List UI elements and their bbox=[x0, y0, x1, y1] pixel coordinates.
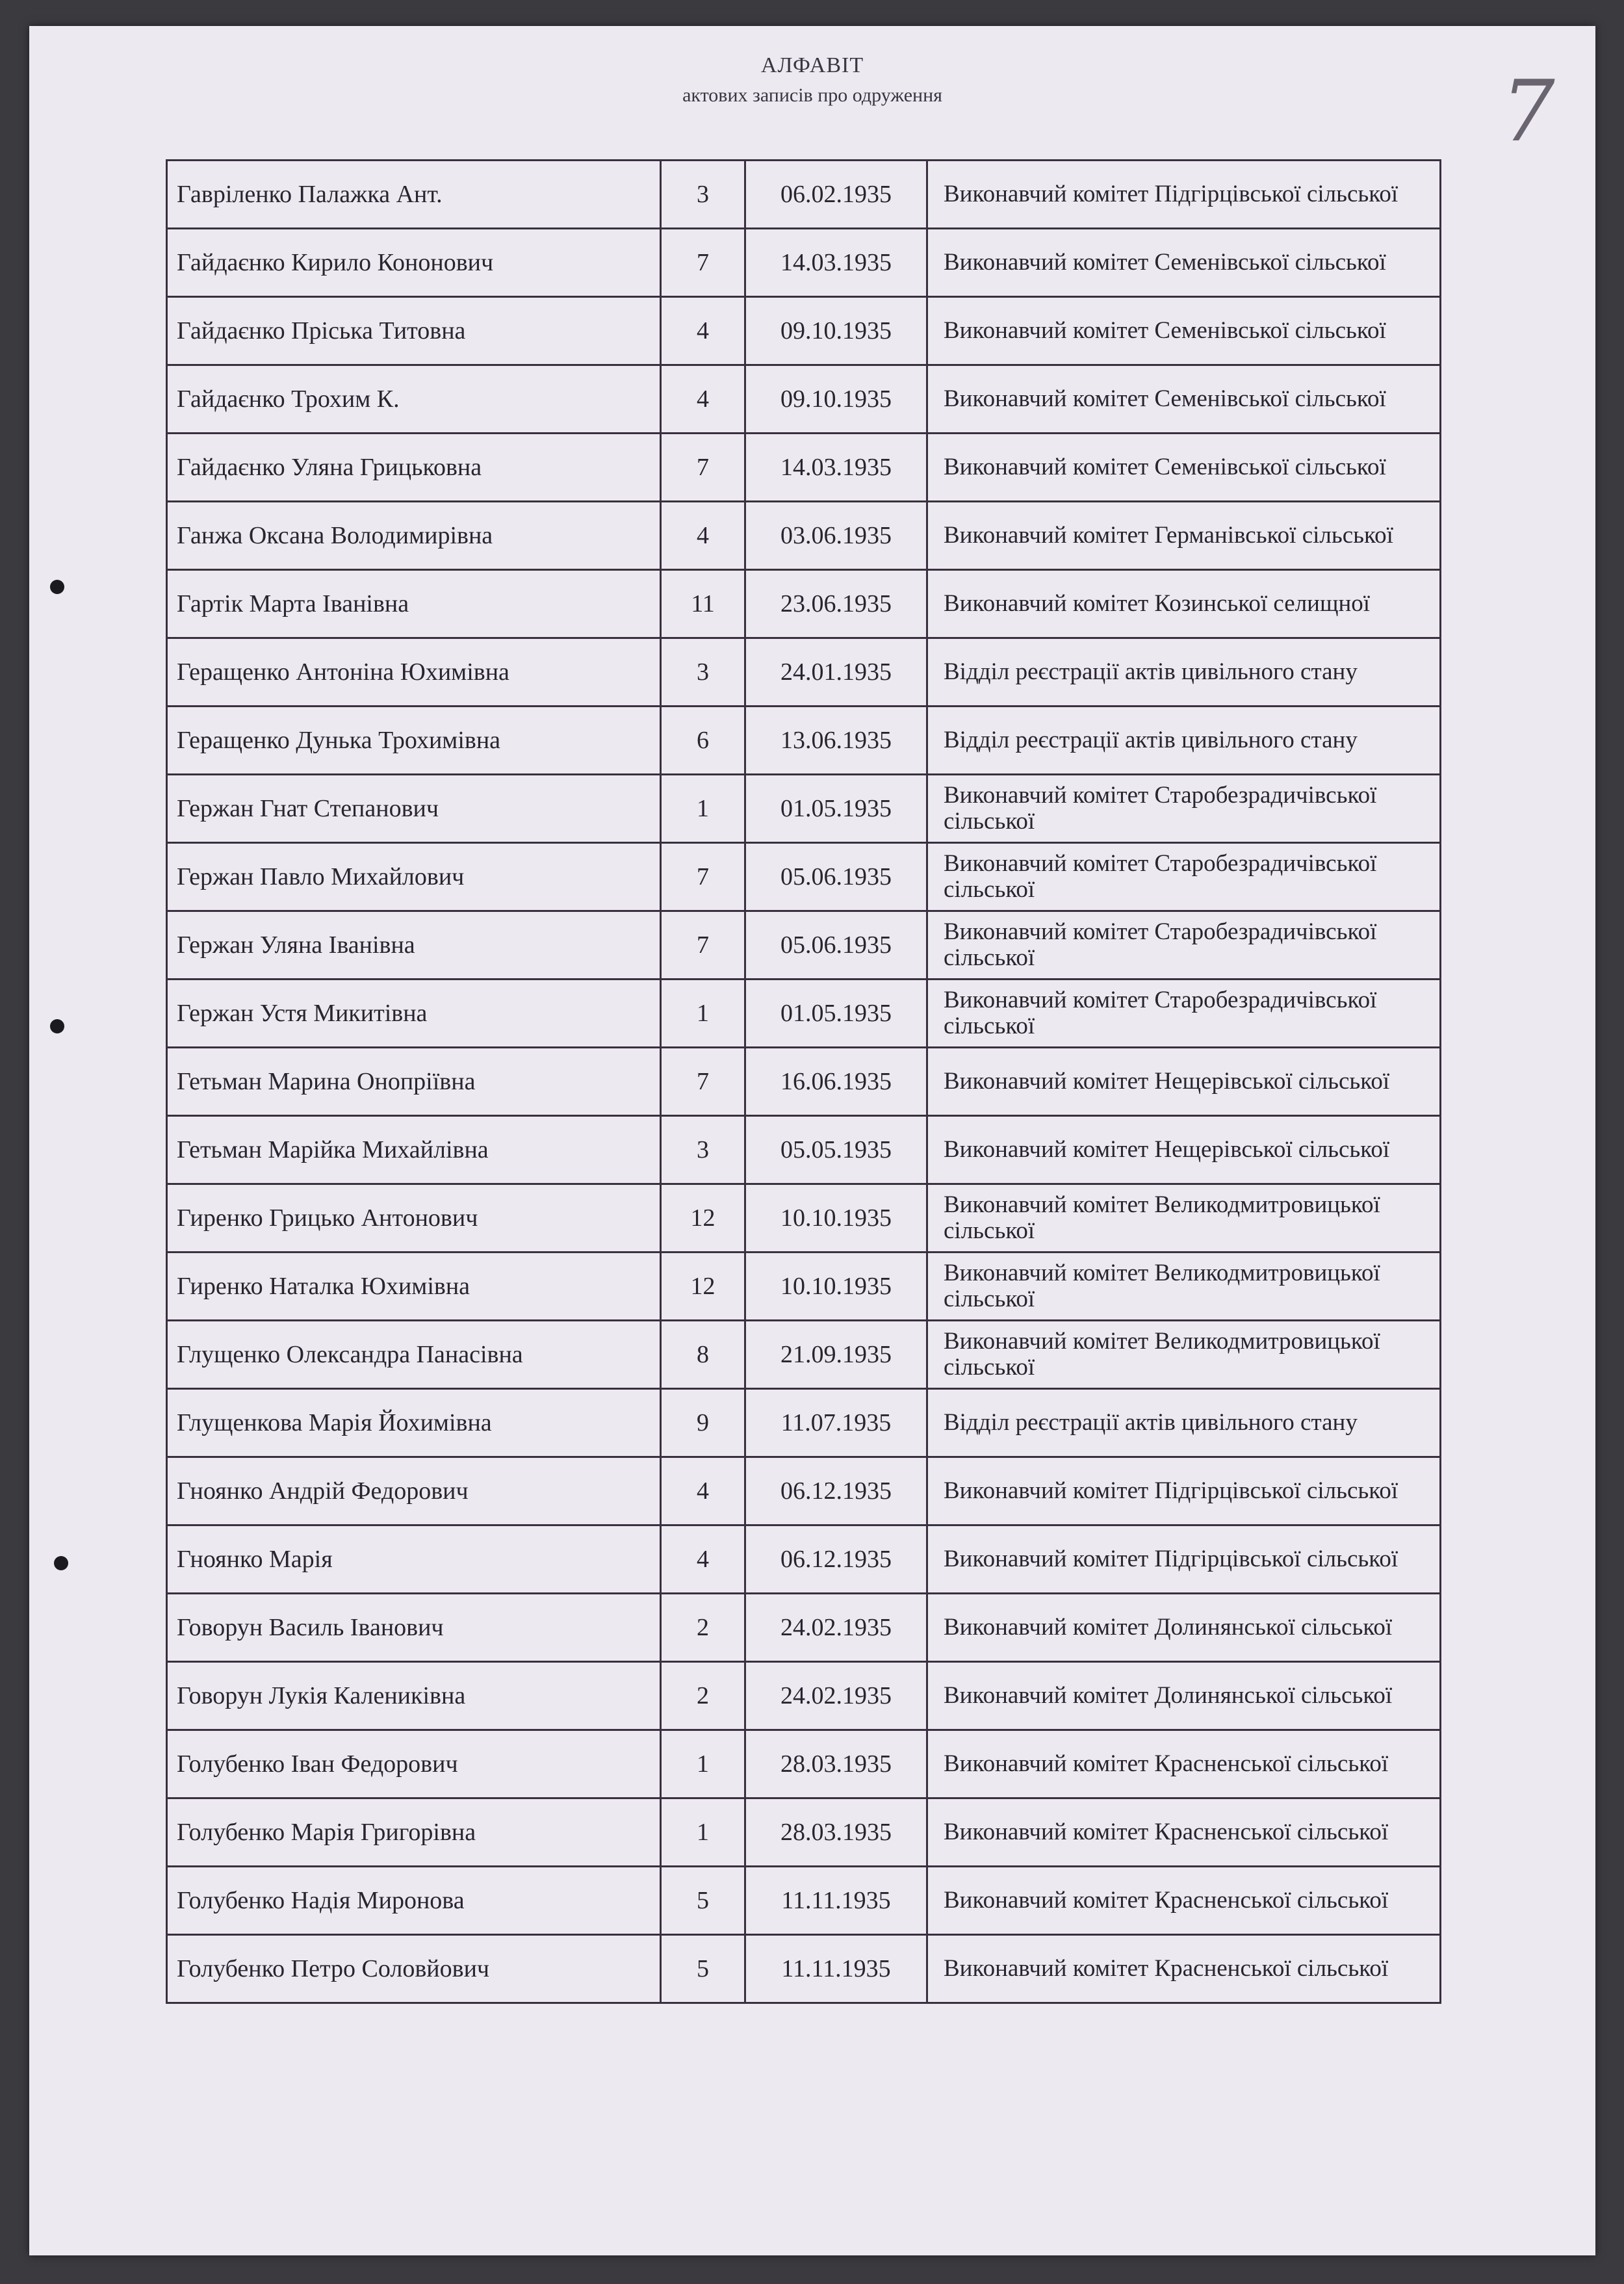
date-cell: 14.03.1935 bbox=[745, 229, 927, 297]
name-cell: Гайдаєнко Пріська Титовна bbox=[167, 297, 661, 365]
table-row bbox=[167, 434, 1441, 502]
name-cell: Гартік Марта Іванівна bbox=[167, 570, 661, 638]
registry-office-cell: Виконавчий комітет Красненської сільської bbox=[927, 1867, 1441, 1935]
table-row bbox=[167, 1662, 1441, 1730]
name-cell: Говорун Василь Іванович bbox=[167, 1594, 661, 1662]
name-cell: Гетьман Марина Онопріївна bbox=[167, 1048, 661, 1116]
registry-office-cell: Виконавчий комітет Семенівської сільської bbox=[927, 297, 1441, 365]
date-cell: 14.03.1935 bbox=[745, 434, 927, 502]
registry-office-cell: Виконавчий комітет Старобезрадичівської сільської bbox=[927, 911, 1441, 980]
record-number-cell: 7 bbox=[661, 434, 745, 502]
registry-office-cell: Виконавчий комітет Підгірцівської сільської bbox=[927, 1525, 1441, 1594]
registry-office-cell: Виконавчий комітет Красненської сільської bbox=[927, 1935, 1441, 2003]
table-row bbox=[167, 161, 1441, 229]
date-cell: 13.06.1935 bbox=[745, 707, 927, 775]
punch-hole bbox=[50, 580, 64, 594]
registry-office-cell: Виконавчий комітет Нещерівської сільської bbox=[927, 1048, 1441, 1116]
registry-office-cell: Виконавчий комітет Красненської сільської bbox=[927, 1798, 1441, 1867]
date-cell: 06.12.1935 bbox=[745, 1457, 927, 1525]
registry-office-cell: Виконавчий комітет Підгірцівської сільської bbox=[927, 161, 1441, 229]
table-row bbox=[167, 1935, 1441, 2003]
record-number-cell: 3 bbox=[661, 638, 745, 707]
name-cell: Голубенко Петро Соловйович bbox=[167, 1935, 661, 2003]
record-number-cell: 7 bbox=[661, 843, 745, 911]
document-page bbox=[29, 26, 1595, 2255]
punch-hole bbox=[54, 1556, 68, 1570]
table-row bbox=[167, 570, 1441, 638]
date-cell: 09.10.1935 bbox=[745, 297, 927, 365]
registry-office-cell: Виконавчий комітет Семенівської сільської bbox=[927, 365, 1441, 434]
table-row bbox=[167, 229, 1441, 297]
name-cell: Гноянко Андрій Федорович bbox=[167, 1457, 661, 1525]
date-cell: 10.10.1935 bbox=[745, 1184, 927, 1252]
record-number-cell: 6 bbox=[661, 707, 745, 775]
record-number-cell: 4 bbox=[661, 365, 745, 434]
name-cell: Голубенко Марія Григорівна bbox=[167, 1798, 661, 1867]
table-row bbox=[167, 911, 1441, 980]
date-cell: 24.01.1935 bbox=[745, 638, 927, 707]
table-row bbox=[167, 297, 1441, 365]
table-row bbox=[167, 638, 1441, 707]
document-title: АЛФАВІТ bbox=[760, 53, 864, 77]
name-cell: Гайдаєнко Кирило Кононович bbox=[167, 229, 661, 297]
date-cell: 11.11.1935 bbox=[745, 1935, 927, 2003]
table-row bbox=[167, 1730, 1441, 1798]
date-cell: 09.10.1935 bbox=[745, 365, 927, 434]
name-cell: Гноянко Марія bbox=[167, 1525, 661, 1594]
record-number-cell: 3 bbox=[661, 161, 745, 229]
date-cell: 06.12.1935 bbox=[745, 1525, 927, 1594]
table-row bbox=[167, 1594, 1441, 1662]
registry-office-cell: Відділ реєстрації актів цивільного стану bbox=[927, 1389, 1441, 1457]
name-cell: Голубенко Надія Миронова bbox=[167, 1867, 661, 1935]
name-cell: Глущенко Олександра Панасівна bbox=[167, 1321, 661, 1389]
table-row bbox=[167, 980, 1441, 1048]
punch-hole bbox=[50, 1019, 64, 1033]
table-row bbox=[167, 1252, 1441, 1321]
date-cell: 05.06.1935 bbox=[745, 911, 927, 980]
name-cell: Геращенко Дунька Трохимівна bbox=[167, 707, 661, 775]
name-cell: Глущенкова Марія Йохимівна bbox=[167, 1389, 661, 1457]
registry-office-cell: Виконавчий комітет Великодмитровицької сільської bbox=[927, 1184, 1441, 1252]
registry-office-cell: Виконавчий комітет Підгірцівської сільської bbox=[927, 1457, 1441, 1525]
document-subtitle: актових записів про одруження bbox=[682, 84, 942, 106]
name-cell: Гавріленко Палажка Ант. bbox=[167, 161, 661, 229]
registry-office-cell: Виконавчий комітет Долинянської сільської bbox=[927, 1662, 1441, 1730]
record-number-cell: 11 bbox=[661, 570, 745, 638]
record-number-cell: 7 bbox=[661, 1048, 745, 1116]
record-number-cell: 2 bbox=[661, 1662, 745, 1730]
table-row bbox=[167, 1798, 1441, 1867]
registry-office-cell: Виконавчий комітет Старобезрадичівської сільської bbox=[927, 775, 1441, 843]
record-number-cell: 1 bbox=[661, 775, 745, 843]
date-cell: 28.03.1935 bbox=[745, 1730, 927, 1798]
registry-office-cell: Виконавчий комітет Долинянської сільської bbox=[927, 1594, 1441, 1662]
name-cell: Голубенко Іван Федорович bbox=[167, 1730, 661, 1798]
name-cell: Гержан Гнат Степанович bbox=[167, 775, 661, 843]
table-row bbox=[167, 843, 1441, 911]
registry-office-cell: Відділ реєстрації актів цивільного стану bbox=[927, 707, 1441, 775]
date-cell: 05.06.1935 bbox=[745, 843, 927, 911]
record-number-cell: 8 bbox=[661, 1321, 745, 1389]
record-number-cell: 1 bbox=[661, 1730, 745, 1798]
date-cell: 11.11.1935 bbox=[745, 1867, 927, 1935]
name-cell: Гержан Уляна Іванівна bbox=[167, 911, 661, 980]
date-cell: 10.10.1935 bbox=[745, 1252, 927, 1321]
date-cell: 06.02.1935 bbox=[745, 161, 927, 229]
name-cell: Гетьман Марійка Михайлівна bbox=[167, 1116, 661, 1184]
record-number-cell: 4 bbox=[661, 1525, 745, 1594]
record-number-cell: 2 bbox=[661, 1594, 745, 1662]
registry-office-cell: Виконавчий комітет Семенівської сільської bbox=[927, 229, 1441, 297]
date-cell: 05.05.1935 bbox=[745, 1116, 927, 1184]
registry-office-cell: Виконавчий комітет Великодмитровицької сільської bbox=[927, 1321, 1441, 1389]
table-row bbox=[167, 1184, 1441, 1252]
date-cell: 24.02.1935 bbox=[745, 1594, 927, 1662]
date-cell: 21.09.1935 bbox=[745, 1321, 927, 1389]
date-cell: 24.02.1935 bbox=[745, 1662, 927, 1730]
table-row bbox=[167, 775, 1441, 843]
date-cell: 01.05.1935 bbox=[745, 775, 927, 843]
record-number-cell: 12 bbox=[661, 1184, 745, 1252]
name-cell: Гайдаєнко Трохим К. bbox=[167, 365, 661, 434]
date-cell: 23.06.1935 bbox=[745, 570, 927, 638]
table-row bbox=[167, 1048, 1441, 1116]
registry-office-cell: Виконавчий комітет Старобезрадичівської сільської bbox=[927, 843, 1441, 911]
record-number-cell: 7 bbox=[661, 911, 745, 980]
name-cell: Геращенко Антоніна Юхимівна bbox=[167, 638, 661, 707]
name-cell: Гиренко Грицько Антонович bbox=[167, 1184, 661, 1252]
handwritten-page-number: 7 bbox=[1501, 62, 1555, 161]
registry-office-cell: Виконавчий комітет Семенівської сільської bbox=[927, 434, 1441, 502]
name-cell: Говорун Лукія Калениківна bbox=[167, 1662, 661, 1730]
registry-office-cell: Відділ реєстрації актів цивільного стану bbox=[927, 638, 1441, 707]
record-number-cell: 7 bbox=[661, 229, 745, 297]
date-cell: 03.06.1935 bbox=[745, 502, 927, 570]
record-number-cell: 12 bbox=[661, 1252, 745, 1321]
table-row bbox=[167, 1389, 1441, 1457]
table-row bbox=[167, 707, 1441, 775]
table-row bbox=[167, 1457, 1441, 1525]
table-row bbox=[167, 1867, 1441, 1935]
record-number-cell: 9 bbox=[661, 1389, 745, 1457]
date-cell: 01.05.1935 bbox=[745, 980, 927, 1048]
registry-office-cell: Виконавчий комітет Германівської сільської bbox=[927, 502, 1441, 570]
registry-office-cell: Виконавчий комітет Нещерівської сільської bbox=[927, 1116, 1441, 1184]
table-row bbox=[167, 1525, 1441, 1594]
date-cell: 28.03.1935 bbox=[745, 1798, 927, 1867]
name-cell: Гержан Павло Михайлович bbox=[167, 843, 661, 911]
record-number-cell: 5 bbox=[661, 1867, 745, 1935]
record-number-cell: 4 bbox=[661, 297, 745, 365]
table-row bbox=[167, 365, 1441, 434]
registry-office-cell: Виконавчий комітет Великодмитровицької сільської bbox=[927, 1252, 1441, 1321]
marriage-records-table bbox=[166, 159, 1441, 2004]
name-cell: Гиренко Наталка Юхимівна bbox=[167, 1252, 661, 1321]
record-number-cell: 5 bbox=[661, 1935, 745, 2003]
table-row bbox=[167, 502, 1441, 570]
name-cell: Гайдаєнко Уляна Грицьковна bbox=[167, 434, 661, 502]
name-cell: Ганжа Оксана Володимирівна bbox=[167, 502, 661, 570]
record-number-cell: 1 bbox=[661, 980, 745, 1048]
registry-office-cell: Виконавчий комітет Козинської селищної bbox=[927, 570, 1441, 638]
date-cell: 16.06.1935 bbox=[745, 1048, 927, 1116]
record-number-cell: 3 bbox=[661, 1116, 745, 1184]
table-row bbox=[167, 1321, 1441, 1389]
record-number-cell: 4 bbox=[661, 1457, 745, 1525]
record-number-cell: 1 bbox=[661, 1798, 745, 1867]
record-number-cell: 4 bbox=[661, 502, 745, 570]
table-row bbox=[167, 1116, 1441, 1184]
registry-office-cell: Виконавчий комітет Старобезрадичівської сільської bbox=[927, 980, 1441, 1048]
name-cell: Гержан Устя Микитівна bbox=[167, 980, 661, 1048]
registry-office-cell: Виконавчий комітет Красненської сільської bbox=[927, 1730, 1441, 1798]
date-cell: 11.07.1935 bbox=[745, 1389, 927, 1457]
